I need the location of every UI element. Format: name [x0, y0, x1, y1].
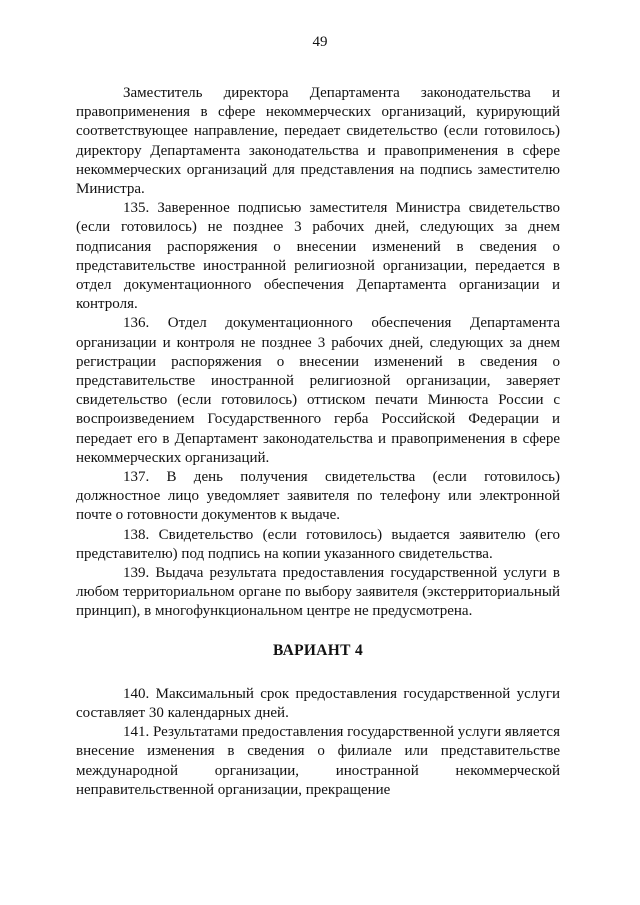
section-heading: ВАРИАНТ 4	[273, 641, 363, 659]
paragraph-141: 141. Результатами предоставления государственной услуги является внесение изменения в сведения о филиале или представительстве международной организации, иностранной некоммерческой неправительственной организации, прекращение	[76, 724, 560, 798]
paragraph-138: 138. Свидетельство (если готовилось) выдается заявителю (его представителю) под подпись на копии указанного свидетельства.	[76, 526, 560, 562]
paragraph-139: 139. Выдача результата предоставления государственной услуги в любом территориальном органе по выбору заявителя (экстерриториальный принцип), в многофункциональном центре не предусмотрена.	[76, 565, 560, 620]
page-number: 49	[312, 34, 328, 50]
paragraph-136: 136. Отдел документационного обеспечения Департамента организации и контроля не позднее 3 рабочих дней, следующих за днем регистрации распоряжения о внесении изменений в сведения о представительстве иностранной религиозной организации, заверяет свидетельство (если готовилось) оттиском печати Минюста России с воспроизведением Государственного герба Российской Федерации и передает его в Департамент законодательства и правоприменения в сфере некоммерческих организаций.	[76, 315, 560, 466]
paragraph-134-continuation: Заместитель директора Департамента законодательства и правоприменения в сфере некоммерческих организаций, курирующий соответствующее направление, передает свидетельство (если готовилось) директору Департамента законодательства и правоприменения в сфере некоммерческих организаций для представления на подпись заместителю Министра.	[76, 85, 560, 198]
paragraph-140: 140. Максимальный срок предоставления государственной услуги составляет 30 календарных дней.	[76, 685, 560, 721]
document-body	[76, 84, 560, 800]
paragraph-135: 135. Заверенное подписью заместителя Министра свидетельство (если готовилось) не позднее 3 рабочих дней, следующих за днем подписания распоряжения о внесении изменений в сведения о представительстве иностранной религиозной организации, передается в отдел документационного обеспечения Департамента организации и контроля.	[76, 200, 560, 313]
paragraph-137: 137. В день получения свидетельства (если готовилось) должностное лицо уведомляет заявителя по телефону или электронной почте о готовности документов к выдаче.	[76, 469, 560, 524]
